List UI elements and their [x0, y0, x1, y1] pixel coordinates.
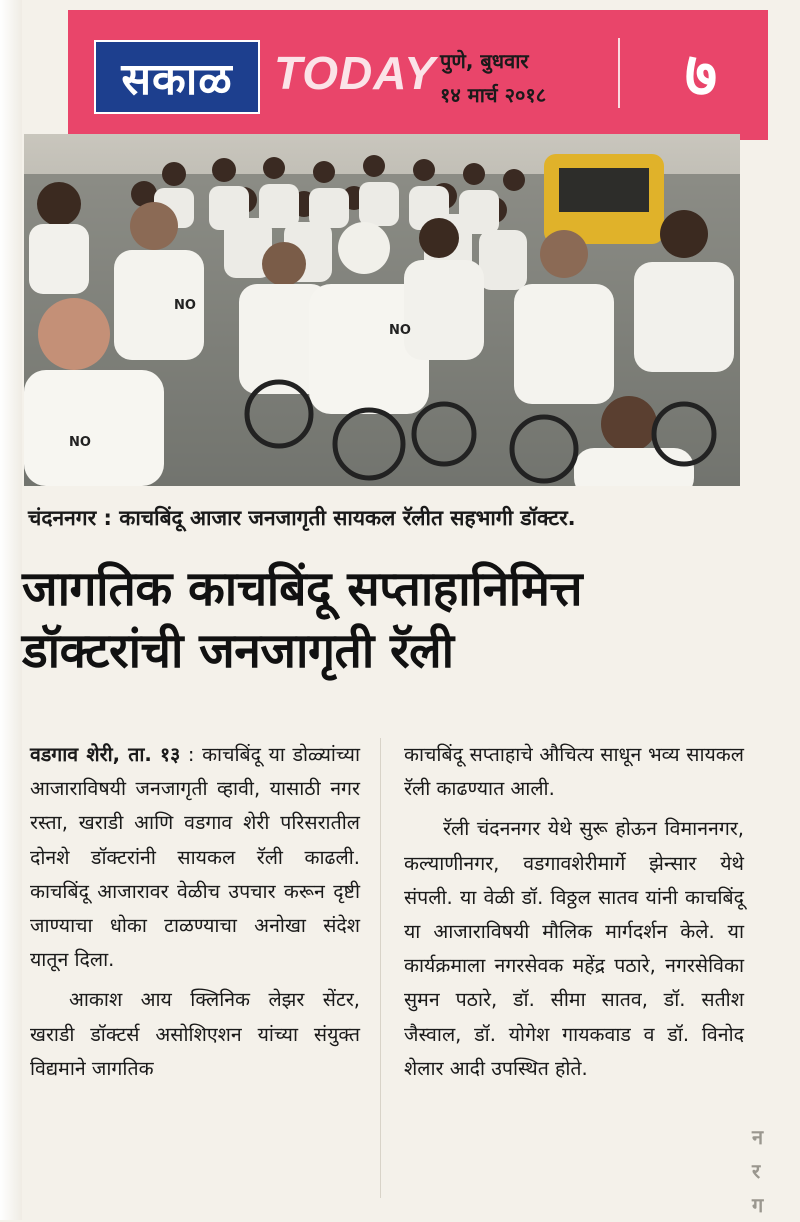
masthead-divider — [618, 38, 620, 108]
adjacent-column-scrap — [752, 1120, 763, 1222]
news-photo — [24, 134, 740, 486]
scrap-char: र — [752, 1159, 761, 1183]
brand-logo — [94, 40, 260, 114]
headline-line-2: डॉक्टरांची जनजागृती रॅली — [22, 623, 454, 679]
paragraph-1 — [30, 738, 360, 977]
paragraph-2-continued: काचबिंदू सप्ताहाचे औचित्य साधून भव्य सायकल रॅली काढण्यात आली. — [404, 743, 744, 801]
shirt-print: NO — [69, 435, 91, 450]
masthead-dateline — [440, 44, 546, 112]
column-divider — [380, 738, 381, 1198]
city-day: पुणे, बुधवार — [440, 49, 529, 73]
article-column-left — [30, 738, 360, 1086]
page-edge — [0, 0, 22, 1220]
article-headline — [22, 558, 782, 682]
masthead — [68, 10, 768, 140]
svg-text:NO: NO — [389, 323, 411, 338]
paragraph-1-text: : काचबिंदू या डोळ्यांच्या आजाराविषयी जनजागृती व्हावी, यासाठी नगर रस्ता, खराडी आणि वडगाव शेरी परिसरातील दोनशे डॉक्टरांनी सायकल रॅली काढली. काचबिंदू आजारावर वेळीच उपचार करून दृष्टी जाण्याचा धोका टाळण्याचा अनोखा संदेश यातून दिला. — [30, 743, 361, 972]
page-number: ७ — [684, 38, 718, 111]
scrap-char: न — [752, 1125, 764, 1149]
scrap-char: ग — [752, 1193, 764, 1217]
edition-label: TODAY — [274, 47, 436, 99]
headline-line-1: जागतिक काचबिंदू सप्ताहानिमित्त — [22, 561, 583, 617]
article-dateline: वडगाव शेरी, ता. १३ — [30, 743, 181, 766]
paragraph-3: रॅली चंदननगर येथे सुरू होऊन विमाननगर, कल्याणीनगर, वडगावशेरीमार्गे झेन्सार येथे संपली. या वेळी डॉ. विठ्ठल सातव यांनी काचबिंदू या आजाराविषयी मौलिक मार्गदर्शन केले. या कार्यक्रमाला नगरसेवक महेंद्र पठारे, नगरसेविका सुमन पठारे, डॉ. सीमा सातव, डॉ. सतीश जैस्वाल, डॉ. योगेश गायकवाड व डॉ. विनोद शेलार आदी उपस्थित होते. — [404, 817, 744, 1080]
photo-caption: चंदननगर : काचबिंदू आजार जनजागृती सायकल रॅलीत सहभागी डॉक्टर. — [28, 506, 576, 530]
article-column-right — [404, 738, 744, 1086]
brand-name: सकाळ — [121, 54, 233, 105]
svg-text:NO: NO — [174, 298, 196, 313]
issue-date: १४ मार्च २०१८ — [440, 83, 547, 107]
photo-cycle-rally-icon — [24, 134, 740, 486]
paragraph-2: आकाश आय क्लिनिक लेझर सेंटर, खराडी डॉक्टर्स असोशिएशन यांच्या संयुक्त विद्यमाने जागतिक — [30, 988, 360, 1080]
